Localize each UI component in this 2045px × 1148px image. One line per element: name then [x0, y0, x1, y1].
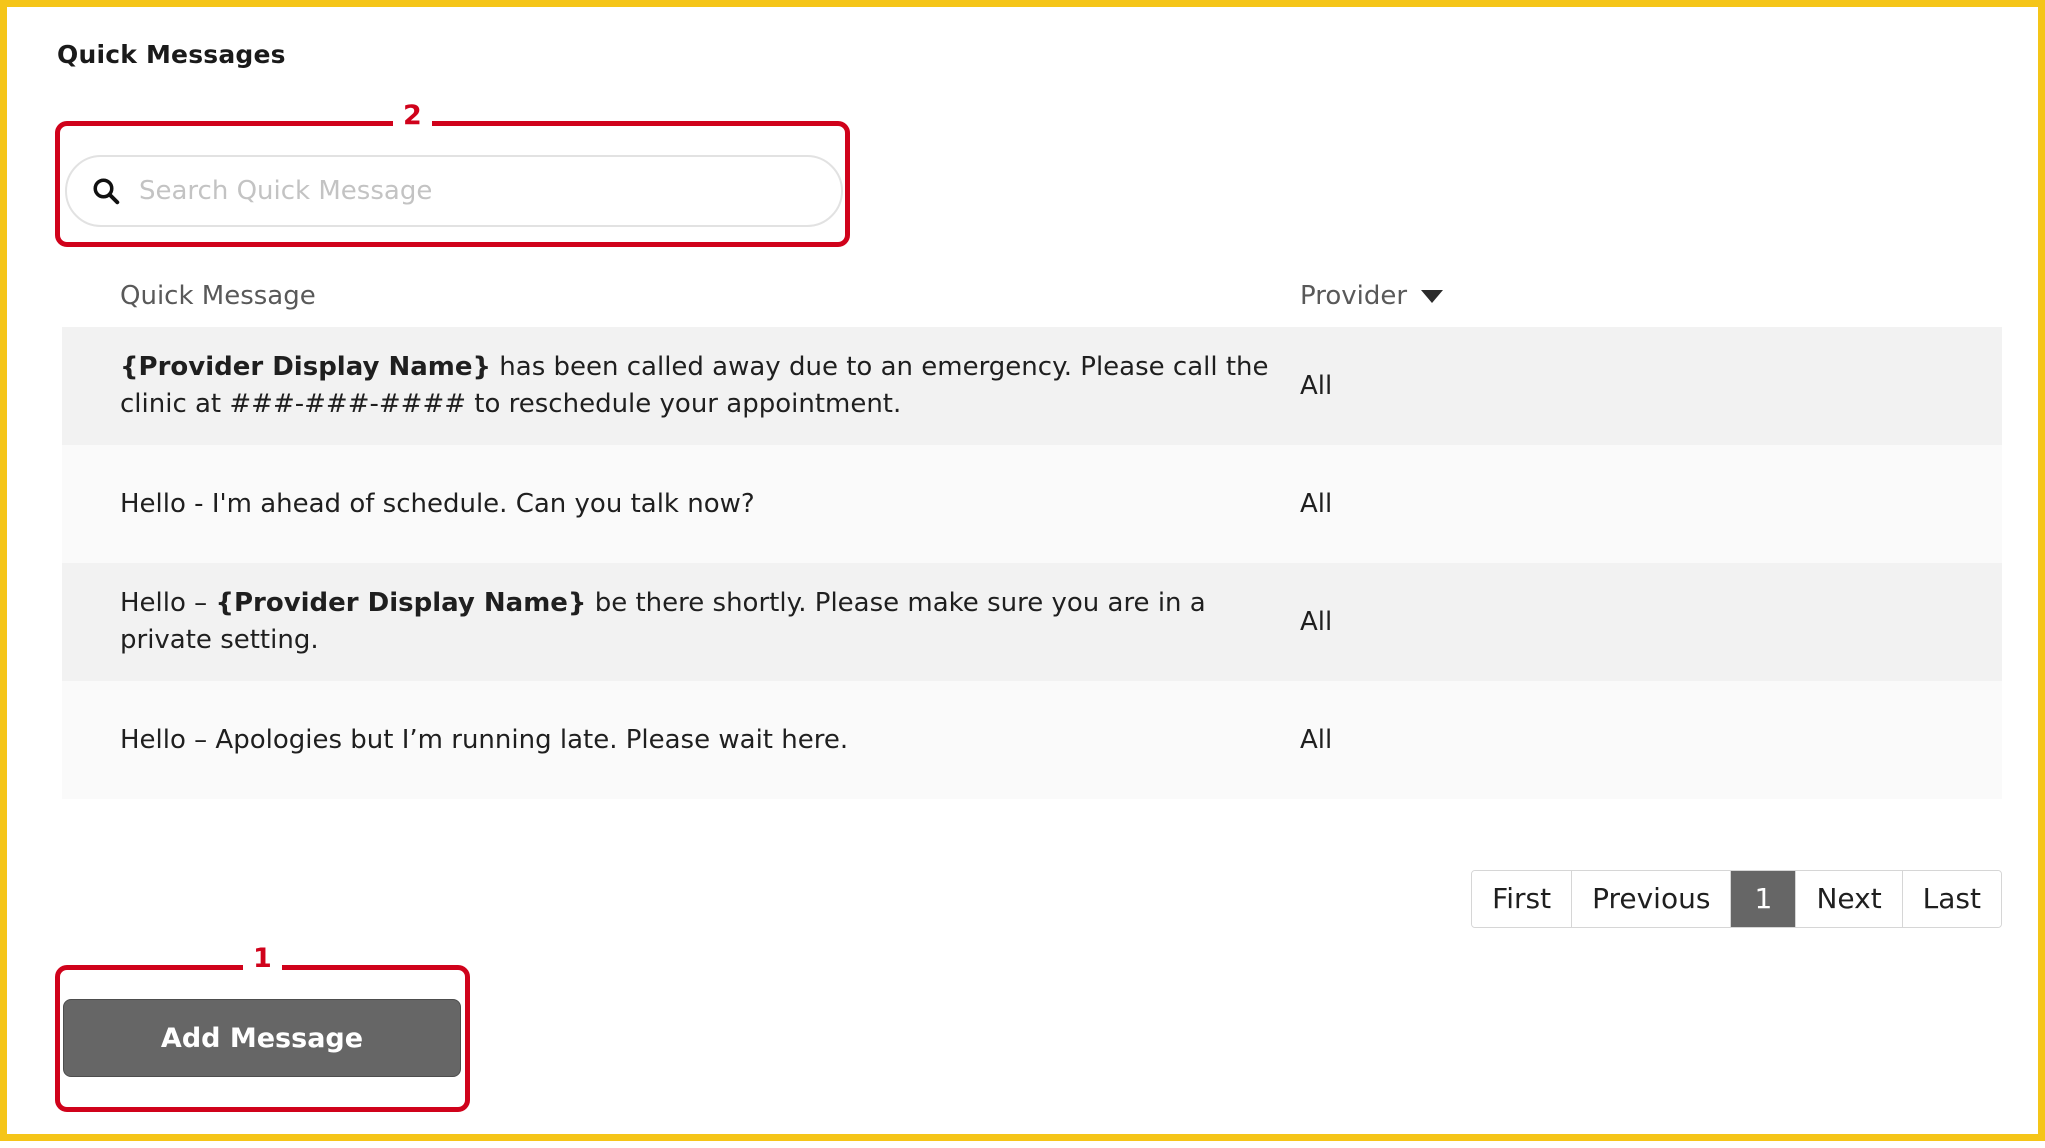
- search-box[interactable]: [65, 155, 843, 227]
- column-header-provider[interactable]: [1300, 281, 1443, 311]
- pagination-first[interactable]: First: [1472, 871, 1572, 927]
- quick-messages-table: [62, 265, 2002, 799]
- search-input[interactable]: [137, 169, 791, 213]
- table-row[interactable]: [62, 563, 2002, 681]
- cell-provider: All: [1300, 725, 1333, 755]
- cell-provider: All: [1300, 607, 1333, 637]
- pagination-previous[interactable]: Previous: [1572, 871, 1731, 927]
- pagination-last[interactable]: Last: [1903, 871, 2001, 927]
- table-row[interactable]: [62, 445, 2002, 563]
- annotation-number-2: 2: [393, 100, 432, 131]
- column-header-message: Quick Message: [120, 281, 316, 311]
- column-header-provider-label: Provider: [1300, 281, 1408, 311]
- pagination[interactable]: [1471, 870, 2002, 928]
- cell-provider: All: [1300, 371, 1333, 401]
- cell-message: Hello - I'm ahead of schedule. Can you talk now?: [120, 488, 755, 519]
- page-title: Quick Messages: [57, 40, 286, 69]
- add-message-button[interactable]: Add Message: [63, 999, 461, 1077]
- chevron-down-icon[interactable]: [1421, 290, 1443, 303]
- cell-message: Hello – Apologies but I’m running late. Please wait here.: [120, 724, 849, 755]
- pagination-next[interactable]: Next: [1796, 871, 1902, 927]
- cell-message: Hello – {Provider Display Name} be there shortly. Please make sure you are in a private setting.: [120, 588, 1206, 655]
- annotation-number-1: 1: [243, 943, 282, 974]
- quick-messages-panel: [7, 7, 2045, 1148]
- table-row[interactable]: [62, 327, 2002, 445]
- search-container: [65, 155, 843, 227]
- table-header-row: [62, 265, 2002, 327]
- search-icon: [91, 176, 121, 206]
- pagination-page-1[interactable]: 1: [1731, 871, 1796, 927]
- table-row[interactable]: [62, 681, 2002, 799]
- cell-provider: All: [1300, 489, 1333, 519]
- cell-message: {Provider Display Name} has been called away due to an emergency. Please call the clinic at ###-###-#### to reschedule your appointment.: [120, 352, 1269, 419]
